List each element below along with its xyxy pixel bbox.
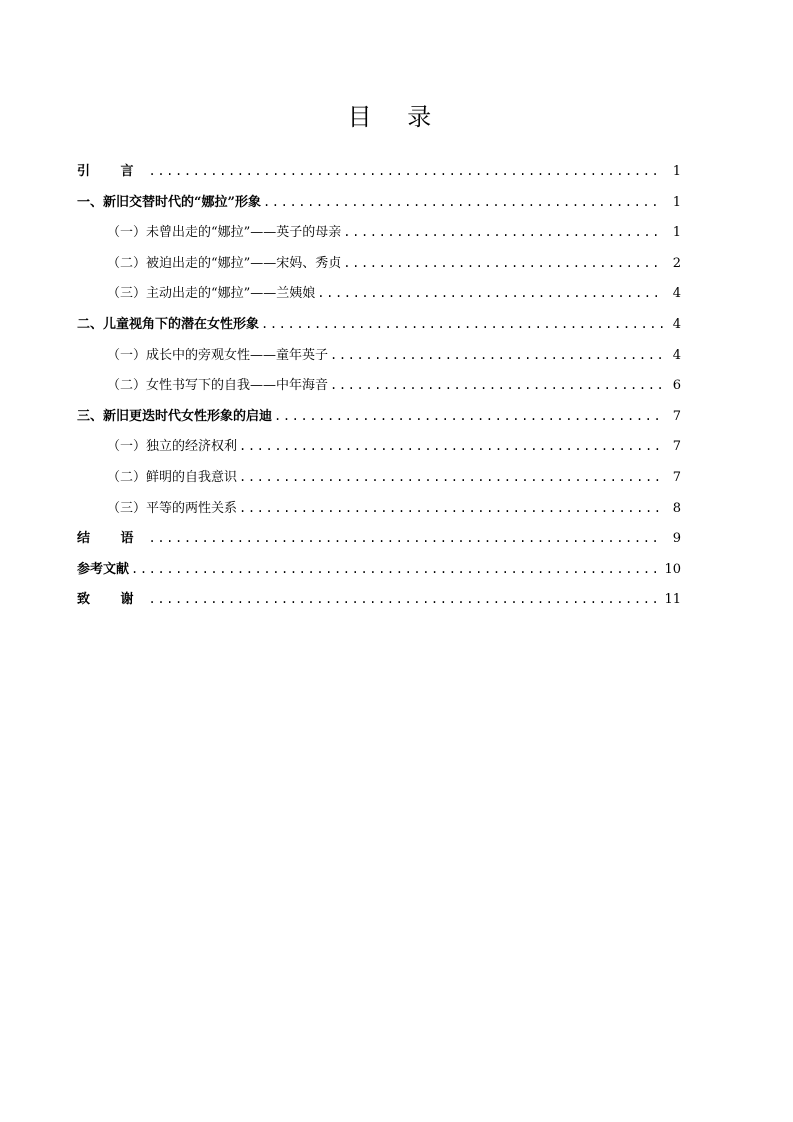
toc-entry-section-2-2[interactable] xyxy=(77,370,681,401)
toc-page-number: 1 xyxy=(672,164,681,179)
toc-entry-label: 一、新旧交替时代的“娜拉”形象 xyxy=(77,194,261,210)
toc-entry-section-1-3[interactable] xyxy=(77,278,681,309)
toc-dot-leader xyxy=(149,523,663,553)
toc-page-number: 11 xyxy=(664,592,681,608)
toc-entry-label: 三、新旧更迭时代女性形象的启迪 xyxy=(77,408,273,424)
toc-page-number: 7 xyxy=(672,408,681,424)
toc-entry-introduction[interactable] xyxy=(77,156,681,187)
toc-dot-leader xyxy=(239,431,663,461)
toc-dot-leader xyxy=(343,217,663,247)
toc-entry-conclusion[interactable] xyxy=(77,523,681,554)
toc-dot-leader xyxy=(149,156,663,186)
toc-dot-leader xyxy=(131,554,660,584)
toc-dot-leader xyxy=(317,278,663,308)
toc-dot-leader xyxy=(149,584,661,614)
toc-dot-leader xyxy=(239,493,663,523)
toc-entry-label: （一）未曾出走的“娜拉”——英子的母亲 xyxy=(107,225,342,241)
toc-page-number: 9 xyxy=(672,531,681,547)
toc-entry-section-3-2[interactable] xyxy=(77,462,681,493)
toc-entry-section-2-1[interactable] xyxy=(77,340,681,371)
toc-page-number: 7 xyxy=(672,439,681,455)
toc-entry-chapter-2[interactable] xyxy=(77,309,681,340)
toc-entry-label: （二）女性书写下的自我——中年海音 xyxy=(107,378,329,394)
toc-page-number: 2 xyxy=(672,255,681,271)
toc-dot-leader xyxy=(261,309,663,339)
toc-entry-section-3-3[interactable] xyxy=(77,493,681,524)
toc-entry-label: 引 言 xyxy=(77,164,147,179)
toc-entry-section-1-2[interactable] xyxy=(77,248,681,279)
toc-dot-leader xyxy=(263,187,663,217)
toc-entry-label: （一）独立的经济权利 xyxy=(107,439,238,455)
toc-entry-label: 二、儿童视角下的潜在女性形象 xyxy=(77,316,260,332)
toc-dot-leader xyxy=(239,462,663,492)
toc-page-number: 1 xyxy=(672,225,681,241)
toc-entry-label: （二）鲜明的自我意识 xyxy=(107,469,238,485)
toc-entry-label: 结 语 xyxy=(77,531,147,547)
toc-page-number: 4 xyxy=(672,347,681,363)
toc-page-number: 10 xyxy=(664,561,681,577)
toc-entry-label: 参考文献 xyxy=(77,561,130,577)
toc-entry-label: （一）成长中的旁观女性——童年英子 xyxy=(107,347,329,363)
toc-entry-label: 致 谢 xyxy=(77,592,147,608)
toc-page-number: 4 xyxy=(672,286,681,302)
toc-page-number: 1 xyxy=(672,194,681,210)
table-of-contents xyxy=(77,156,681,615)
toc-entry-section-1-1[interactable] xyxy=(77,217,681,248)
toc-entry-references[interactable] xyxy=(77,554,681,585)
toc-dot-leader xyxy=(330,370,663,400)
toc-page-number: 4 xyxy=(672,316,681,332)
toc-entry-chapter-1[interactable] xyxy=(77,187,681,218)
toc-dot-leader xyxy=(343,248,663,278)
toc-entry-label: （二）被迫出走的“娜拉”——宋妈、秀贞 xyxy=(107,255,342,271)
toc-page-number: 7 xyxy=(672,469,681,485)
toc-entry-chapter-3[interactable] xyxy=(77,401,681,432)
toc-entry-label: （三）主动出走的“娜拉”——兰姨娘 xyxy=(107,286,316,302)
toc-entry-acknowledgements[interactable] xyxy=(77,584,681,615)
toc-page-number: 8 xyxy=(672,500,681,516)
page-title: 目 录 xyxy=(347,103,446,131)
toc-dot-leader xyxy=(330,340,663,370)
toc-dot-leader xyxy=(274,401,663,431)
toc-page-number: 6 xyxy=(672,378,681,394)
toc-entry-label: （三）平等的两性关系 xyxy=(107,500,238,516)
toc-entry-section-3-1[interactable] xyxy=(77,431,681,462)
